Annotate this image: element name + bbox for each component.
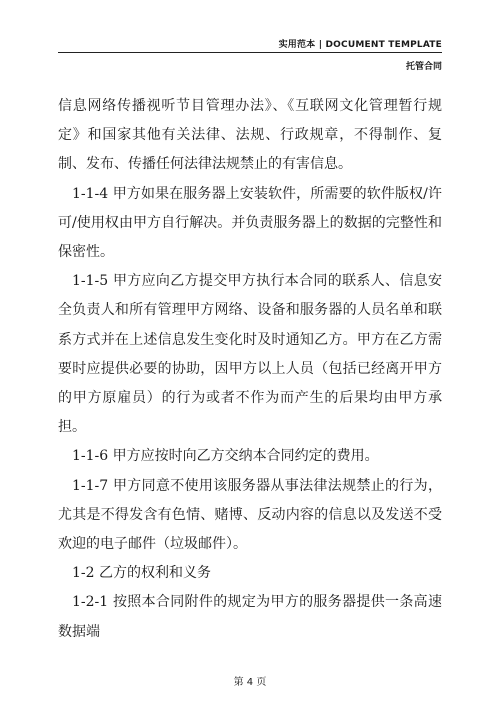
clause-1-1-7: 1-1-7 甲方同意不使用该服务器从事法律法规禁止的行为，尤其是不得发含有色情、赌博、反动内容的信息以及发送不受欢迎的电子邮件（垃圾邮件）。 (58, 477, 442, 553)
document-body (58, 92, 442, 647)
paragraph-continuation: 信息网络传播视听节目管理办法》、《互联网文化管理暂行规定》和国家其他有关法律、法规、行政规章，不得制作、复制、发布、传播任何法律法规禁止的有害信息。 (58, 98, 442, 173)
clause-1-1-5: 1-1-5 甲方应向乙方提交甲方执行本合同的联系人、信息安全负责人和所有管理甲方网络、设备和服务器的人员名单和联系方式并在上述信息发生变化时及时通知乙方。甲方在乙方需要时应提供必要的协助，因甲方以上人员（包括已经离开甲方的甲方原雇员）的行为或者不作为而产生的后果均由甲方承担。 (58, 273, 442, 436)
page-number: 第 4 页 (233, 677, 267, 688)
clause-1-1-4: 1-1-4 甲方如果在服务器上安装软件，所需要的软件版权/许可/使用权由甲方自行解决。并负责服务器上的数据的完整性和保密性。 (58, 185, 442, 261)
document-type-label: 托管合同 (405, 62, 442, 72)
clause-1-2-1: 1-2-1 按照本合同附件的规定为甲方的服务器提供一条高速数据端 (58, 594, 442, 640)
page-header (58, 30, 442, 53)
section-heading-1-2: 1-2 乙方的权利和义务 (72, 565, 211, 582)
clause-1-1-6: 1-1-6 甲方应按时向乙方交纳本合同约定的费用。 (72, 448, 379, 465)
document-template-title: 实用范本 | DOCUMENT TEMPLATE (278, 40, 442, 50)
